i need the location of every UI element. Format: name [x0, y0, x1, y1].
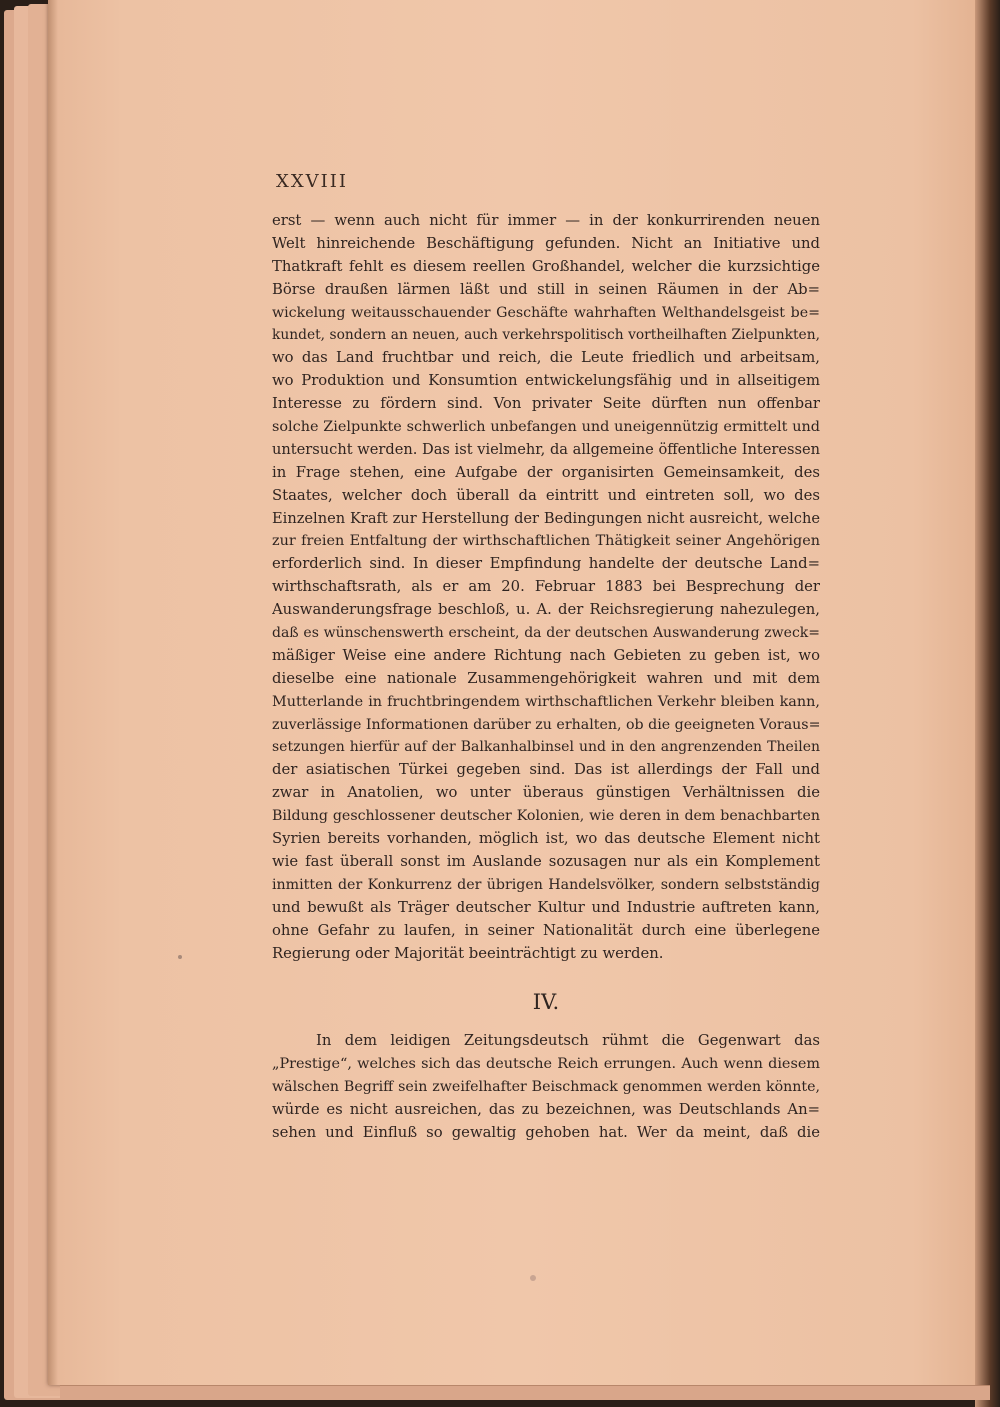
text-line: mäßiger Weise eine andere Richtung nach Gebieten zu geben ist, wo [272, 646, 820, 664]
section-text [272, 1030, 820, 1144]
paper-speck [530, 1275, 536, 1281]
text-line: würde es nicht ausreichen, das zu bezeichnen, was Deutschlands An= [272, 1100, 820, 1118]
text-line: kundet, sondern an neuen, auch verkehrspolitisch vortheilhaften Zielpunkten, [272, 327, 820, 344]
page-edge [975, 0, 1000, 1407]
text-line: dieselbe eine nationale Zusammengehörigkeit wahren und mit dem [272, 669, 820, 687]
text-line: und bewußt als Träger deutscher Kultur und Industrie auftreten kann, [272, 898, 820, 916]
text-line: daß es wünschenswerth erscheint, da der deutschen Auswanderung zweck= [272, 625, 820, 642]
text-line: Thatkraft fehlt es diesem reellen Großhandel, welcher die kurzsichtige [272, 257, 820, 275]
text-line: Auswanderungsfrage beschloß, u. A. der Reichsregierung nahezulegen, [272, 601, 820, 619]
text-line: zwar in Anatolien, wo unter überaus günstigen Verhältnissen die [272, 784, 820, 802]
text-line: solche Zielpunkte schwerlich unbefangen und uneigennützig ermittelt und [272, 419, 820, 436]
paper-speck [178, 955, 182, 959]
body-text [272, 210, 820, 965]
page-number: XXVIII [276, 171, 348, 192]
text-line: Interesse zu fördern sind. Von privater Seite dürften nun offenbar [272, 395, 820, 413]
text-line: Regierung oder Majorität beeinträchtigt zu werden. [272, 944, 664, 962]
text-line: wirthschaftsrath, als er am 20. Februar 1883 bei Besprechung der [272, 578, 820, 596]
section-heading: IV. [532, 990, 560, 1014]
text-line: erst — wenn auch nicht für immer — in der konkurrirenden neuen [272, 212, 820, 229]
text-line: „Prestige“, welches sich das deutsche Reich errungen. Auch wenn diesem [272, 1055, 820, 1072]
text-line: In dem leidigen Zeitungsdeutsch rühmt die Gegenwart das [316, 1032, 820, 1049]
text-line: untersucht werden. Das ist vielmehr, da allgemeine öffentliche Interessen [272, 440, 820, 458]
text-line: in Frage stehen, eine Aufgabe der organisirten Gemeinsamkeit, des [272, 463, 820, 481]
text-line: wickelung weitausschauender Geschäfte wahrhaften Welthandelsgeist be= [272, 304, 820, 321]
text-line: setzungen hierfür auf der Balkanhalbinsel und in den angrenzenden Theilen [272, 739, 820, 756]
page-bottom-edge [60, 1385, 990, 1400]
spine-shadow [48, 0, 58, 1385]
text-line: der asiatischen Türkei gegeben sind. Das ist allerdings der Fall und [272, 761, 820, 779]
text-line: Börse draußen lärmen läßt und still in seinen Räumen in der Ab= [272, 280, 820, 298]
text-line: wie fast überall sonst im Auslande sozusagen nur als ein Komplement [272, 852, 820, 870]
text-line: Einzelnen Kraft zur Herstellung der Bedingungen nicht ausreicht, welche [272, 509, 820, 527]
text-line: wälschen Begriff sein zweifelhafter Beischmack genommen werden könnte, [272, 1078, 820, 1095]
text-line: sehen und Einfluß so gewaltig gehoben hat. Wer da meint, daß die [272, 1123, 820, 1141]
text-line: ohne Gefahr zu laufen, in seiner Nationalität durch eine überlegene [272, 921, 820, 939]
text-line: Bildung geschlossener deutscher Kolonien, wie deren in dem benachbarten [272, 808, 820, 825]
text-line: inmitten der Konkurrenz der übrigen Handelsvölker, sondern selbstständig [272, 876, 820, 893]
text-line: zuverlässige Informationen darüber zu erhalten, ob die geeigneten Voraus= [272, 716, 820, 733]
text-line: Mutterlande in fruchtbringendem wirthschaftlichen Verkehr bleiben kann, [272, 693, 820, 710]
text-line: Staates, welcher doch überall da eintritt und eintreten soll, wo des [272, 486, 820, 504]
text-line: Syrien bereits vorhanden, möglich ist, wo das deutsche Element nicht [272, 830, 820, 848]
text-line: wo Produktion und Konsumtion entwickelungsfähig und in allseitigem [272, 372, 820, 390]
text-line: zur freien Entfaltung der wirthschaftlichen Thätigkeit seiner Angehörigen [272, 533, 820, 550]
text-line: erforderlich sind. In dieser Empfindung handelte der deutsche Land= [272, 555, 820, 573]
text-line: wo das Land fruchtbar und reich, die Leute friedlich und arbeitsam, [272, 349, 820, 367]
text-line: Welt hinreichende Beschäftigung gefunden. Nicht an Initiative und [272, 234, 820, 252]
